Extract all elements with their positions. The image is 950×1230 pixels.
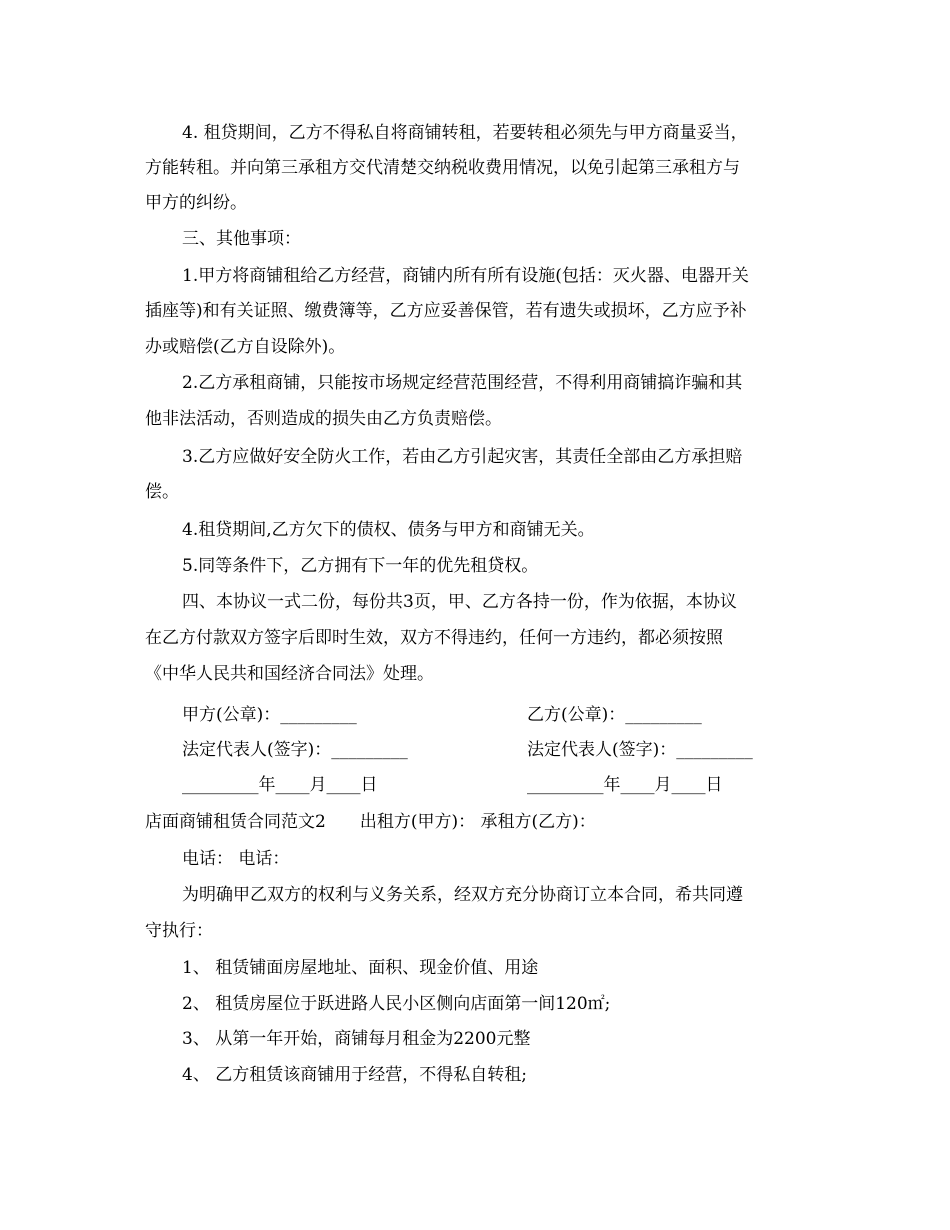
paragraph-line: 甲方的纠纷。 <box>145 193 247 213</box>
party-b-representative: 法定代表人(签字)：_________ <box>527 740 753 760</box>
paragraph-line: 2.乙方承租商铺，只能按市场规定经营范围经营，不得利用商铺搞诈骗和其 <box>182 373 743 393</box>
list-item: 1、 租赁铺面房屋地址、面积、现金价值、用途 <box>182 958 539 978</box>
paragraph-line: 方能转租。并向第三承租方交代清楚交纳税收费用情况，以免引起第三承租方与 <box>145 158 740 178</box>
paragraph-line: 插座等)和有关证照、缴费簿等，乙方应妥善保管，若有遗失或损坏，乙方应予补 <box>145 301 747 321</box>
party-a-seal: 甲方(公章)：_________ <box>182 705 357 725</box>
paragraph-line: 电话： 电话： <box>182 849 290 869</box>
party-b-seal: 乙方(公章)：_________ <box>527 705 702 725</box>
paragraph-line: 3.乙方应做好安全防火工作，若由乙方引起灾害，其责任全部由乙方承担赔 <box>182 447 743 467</box>
list-item: 3、 从第一年开始，商铺每月租金为2200元整 <box>182 1029 531 1049</box>
list-item: 4、 乙方租赁该商铺用于经营，不得私自转租; <box>182 1065 527 1085</box>
party-a-date: _________年____月____日 <box>182 775 378 795</box>
paragraph-line: 他非法活动，否则造成的损失由乙方负责赔偿。 <box>145 409 502 429</box>
paragraph-line: 在乙方付款双方签字后即时生效，双方不得违约，任何一方违约，都必须按照 <box>145 628 723 648</box>
paragraph-line: 4. 租贷期间，乙方不得私自将商铺转租，若要转租必须先与甲方商量妥当， <box>182 123 748 143</box>
paragraph-line: 1.甲方将商铺租给乙方经营，商铺内所有所有设施(包括：灭火器、电器开关 <box>182 266 749 286</box>
paragraph-line: 为明确甲乙双方的权利与义务关系，经双方充分协商订立本合同，希共同遵 <box>182 885 743 905</box>
section-heading: 三、其他事项： <box>182 229 301 249</box>
paragraph-line: 办或赔偿(乙方自设除外)。 <box>145 337 346 357</box>
contract-title-line: 店面商铺租赁合同范文2 出租方(甲方)： 承租方(乙方)： <box>145 812 596 832</box>
paragraph-line: 四、本协议一式二份，每份共3页，甲、乙方各持一份，作为依据，本协议 <box>182 592 737 612</box>
paragraph-line: 《中华人民共和国经济合同法》处理。 <box>145 664 434 684</box>
paragraph-line: 5.同等条件下，乙方拥有下一年的优先租贷权。 <box>182 556 539 576</box>
paragraph-line: 偿。 <box>145 482 179 502</box>
paragraph-line: 守执行： <box>145 921 213 941</box>
party-a-representative: 法定代表人(签字)：_________ <box>182 740 408 760</box>
party-b-date: _________年____月____日 <box>527 775 723 795</box>
list-item: 2、 租赁房屋位于跃进路人民小区侧向店面第一间120㎡; <box>182 994 611 1014</box>
paragraph-line: 4.租贷期间,乙方欠下的债权、债务与甲方和商铺无关。 <box>182 520 595 540</box>
